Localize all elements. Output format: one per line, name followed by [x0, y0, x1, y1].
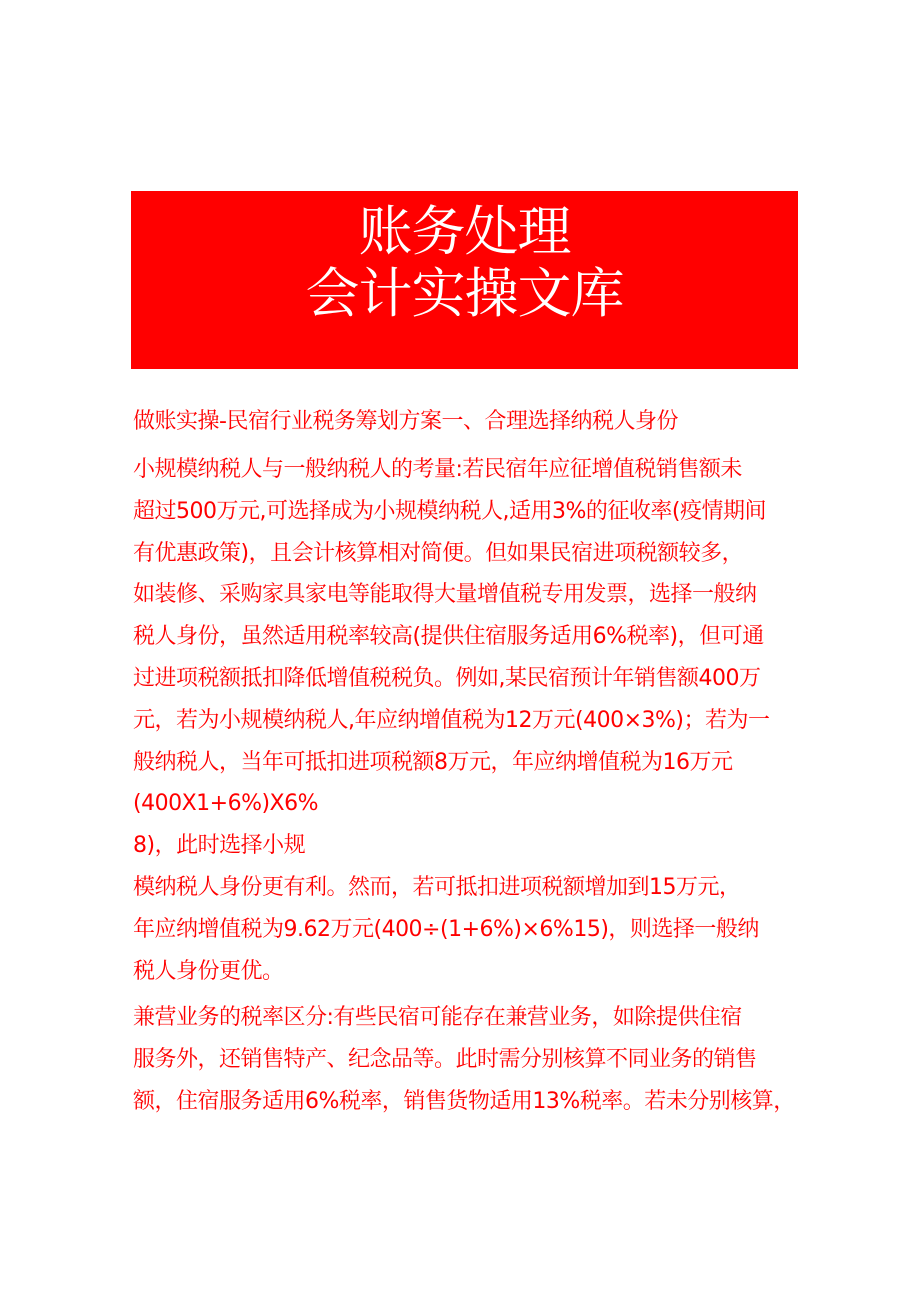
text-line: 有优惠政策)，且会计核算相对简便。但如果民宿进项税额较多， — [133, 540, 744, 566]
text-line: 税人身份更优。 — [133, 958, 284, 984]
text-line: 年应纳增值税为9.62万元(400÷(1+6%)×6%15)，则选择一般纳 — [133, 916, 759, 942]
paragraph-mixed-business — [133, 997, 805, 1122]
text-line: 过进项税额抵扣降低增值税税负。例如,某民宿预计年销售额400万 — [133, 665, 761, 691]
text-line: 元，若为小规模纳税人,年应纳增值税为12万元(400×3%)；若为一 — [133, 707, 770, 733]
text-line: 税人身份，虽然适用税率较高(提供住宿服务适用6%税率)，但可通 — [133, 624, 764, 650]
text-line: 如装修、采购家具家电等能取得大量增值税专用发票，选择一般纳 — [133, 582, 757, 608]
text-line: 小规模纳税人与一般纳税人的考量:若民宿年应征增值税销售额未 — [133, 457, 742, 482]
banner-title-line-1: 账务处理 — [358, 200, 571, 263]
text-line: 额，住宿服务适用6%税率，销售货物适用13%税率。若未分别核算， — [133, 1088, 795, 1114]
title-banner — [131, 191, 798, 369]
text-line: 模纳税人身份更有利。然而，若可抵扣进项税额增加到15万元， — [133, 874, 741, 900]
banner-title-line-2: 会计实操文库 — [305, 262, 624, 325]
formula-left: (400X1+6%)X6% — [133, 791, 319, 817]
text-line: 超过500万元,可选择成为小规模纳税人,适用3%的征收率(疫情期间 — [133, 498, 766, 524]
article-heading: 做账实操-民宿行业税务筹划方案一、合理选择纳税人身份 — [133, 409, 678, 434]
paragraph-taxpayer-status — [133, 449, 805, 992]
formula-line — [133, 783, 805, 867]
text-line: 般纳税人，当年可抵扣进项税额8万元，年应纳增值税为16万元 — [133, 749, 733, 775]
text-line: 服务外，还销售特产、纪念品等。此时需分别核算不同业务的销售 — [133, 1047, 757, 1073]
text-line: 兼营业务的税率区分:有些民宿可能存在兼营业务，如除提供住宿 — [133, 1005, 742, 1031]
formula-right: 8)，此时选择小规 — [133, 833, 306, 859]
article-body — [133, 402, 805, 1128]
